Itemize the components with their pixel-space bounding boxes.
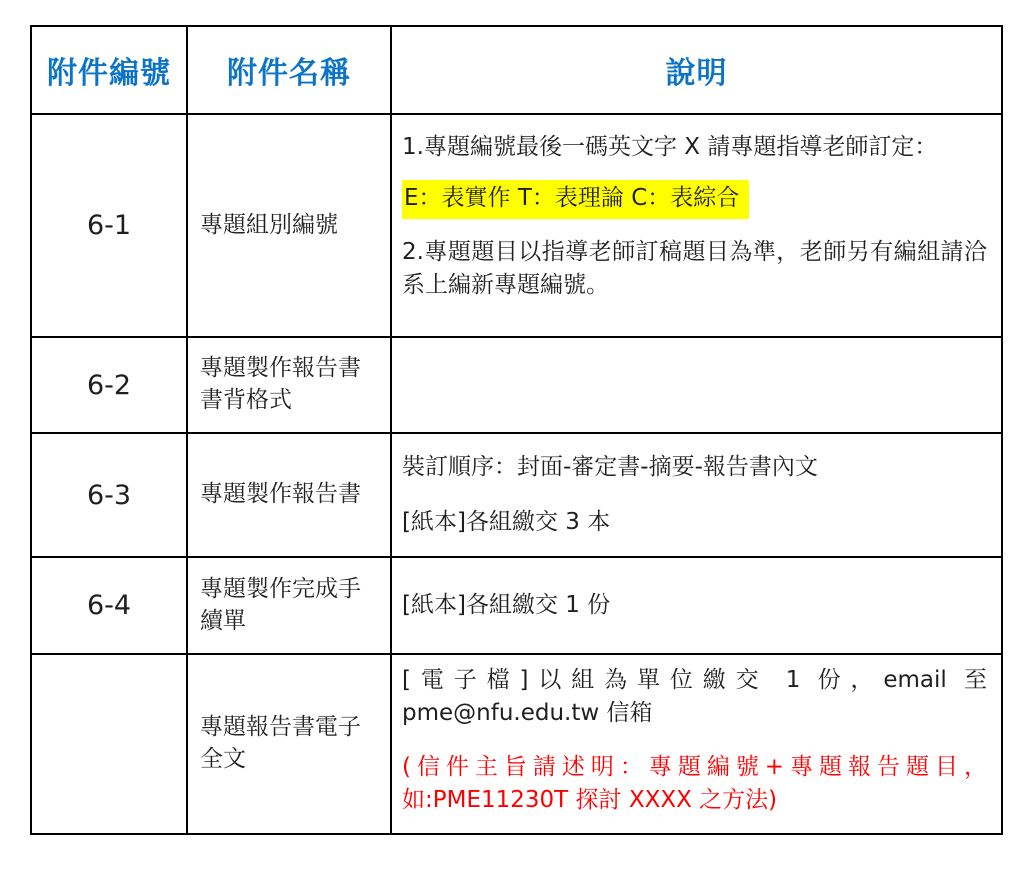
attachment-table [30,25,1003,835]
paper-copies-text: [紙本]各組繳交 3 本 [402,509,611,535]
attachment-name-6-4: 專題製作完成手續單 [187,557,391,654]
description-line-1: 1.專題編號最後一碼英文字 X 請專題指導老師訂定： [402,134,938,160]
description-line-highlighted [402,182,987,215]
attachment-name-6-2: 專題製作報告書書背格式 [187,337,391,433]
table-row-6-2 [31,337,1002,433]
description-cell-6-4 [391,557,1002,654]
description-cell-6-2 [391,337,1002,433]
attachment-name-6-3: 專題製作報告書 [187,433,391,557]
header-attachment-number: 附件編號 [31,26,187,114]
table-row-efile [31,654,1002,834]
highlighted-text: E：表實作 T：表理論 C：表綜合 [402,180,749,219]
binding-order-text: 裝訂順序：封面-審定書-摘要-報告書內文 [402,454,818,481]
description-cell-efile [391,654,1002,834]
header-description: 說明 [391,26,1002,114]
paper-copy-text: [紙本]各組繳交 1 份 [402,592,611,619]
attachment-number-6-1: 6-1 [31,114,187,337]
attachment-number-6-4: 6-4 [31,557,187,654]
attachment-number-efile [31,654,187,834]
description-line-2: 2.專題題目以指導老師訂稿題目為準，老師另有編組請洽系上編新專題編號。 [402,239,987,298]
table-row-6-4 [31,557,1002,654]
attachment-number-6-2: 6-2 [31,337,187,433]
description-cell-6-3 [391,433,1002,557]
email-subject-note-text: (信件主旨請述明：專題編號+專題報告題目，如:PME11230T 探討 XXXX 之方法) [402,754,987,813]
efile-submission-text: [電子檔]以組為單位繳交 1 份，email 至 pme@nfu.edu.tw 信箱 [402,667,987,726]
table-row-6-3 [31,433,1002,557]
table-row-6-1 [31,114,1002,337]
description-cell-6-1 [391,114,1002,337]
header-attachment-name: 附件名稱 [187,26,391,114]
attachment-number-6-3: 6-3 [31,433,187,557]
attachment-name-efile: 專題報告書電子全文 [187,654,391,834]
table-header-row [31,26,1002,114]
attachment-name-6-1: 專題組別編號 [187,114,391,337]
